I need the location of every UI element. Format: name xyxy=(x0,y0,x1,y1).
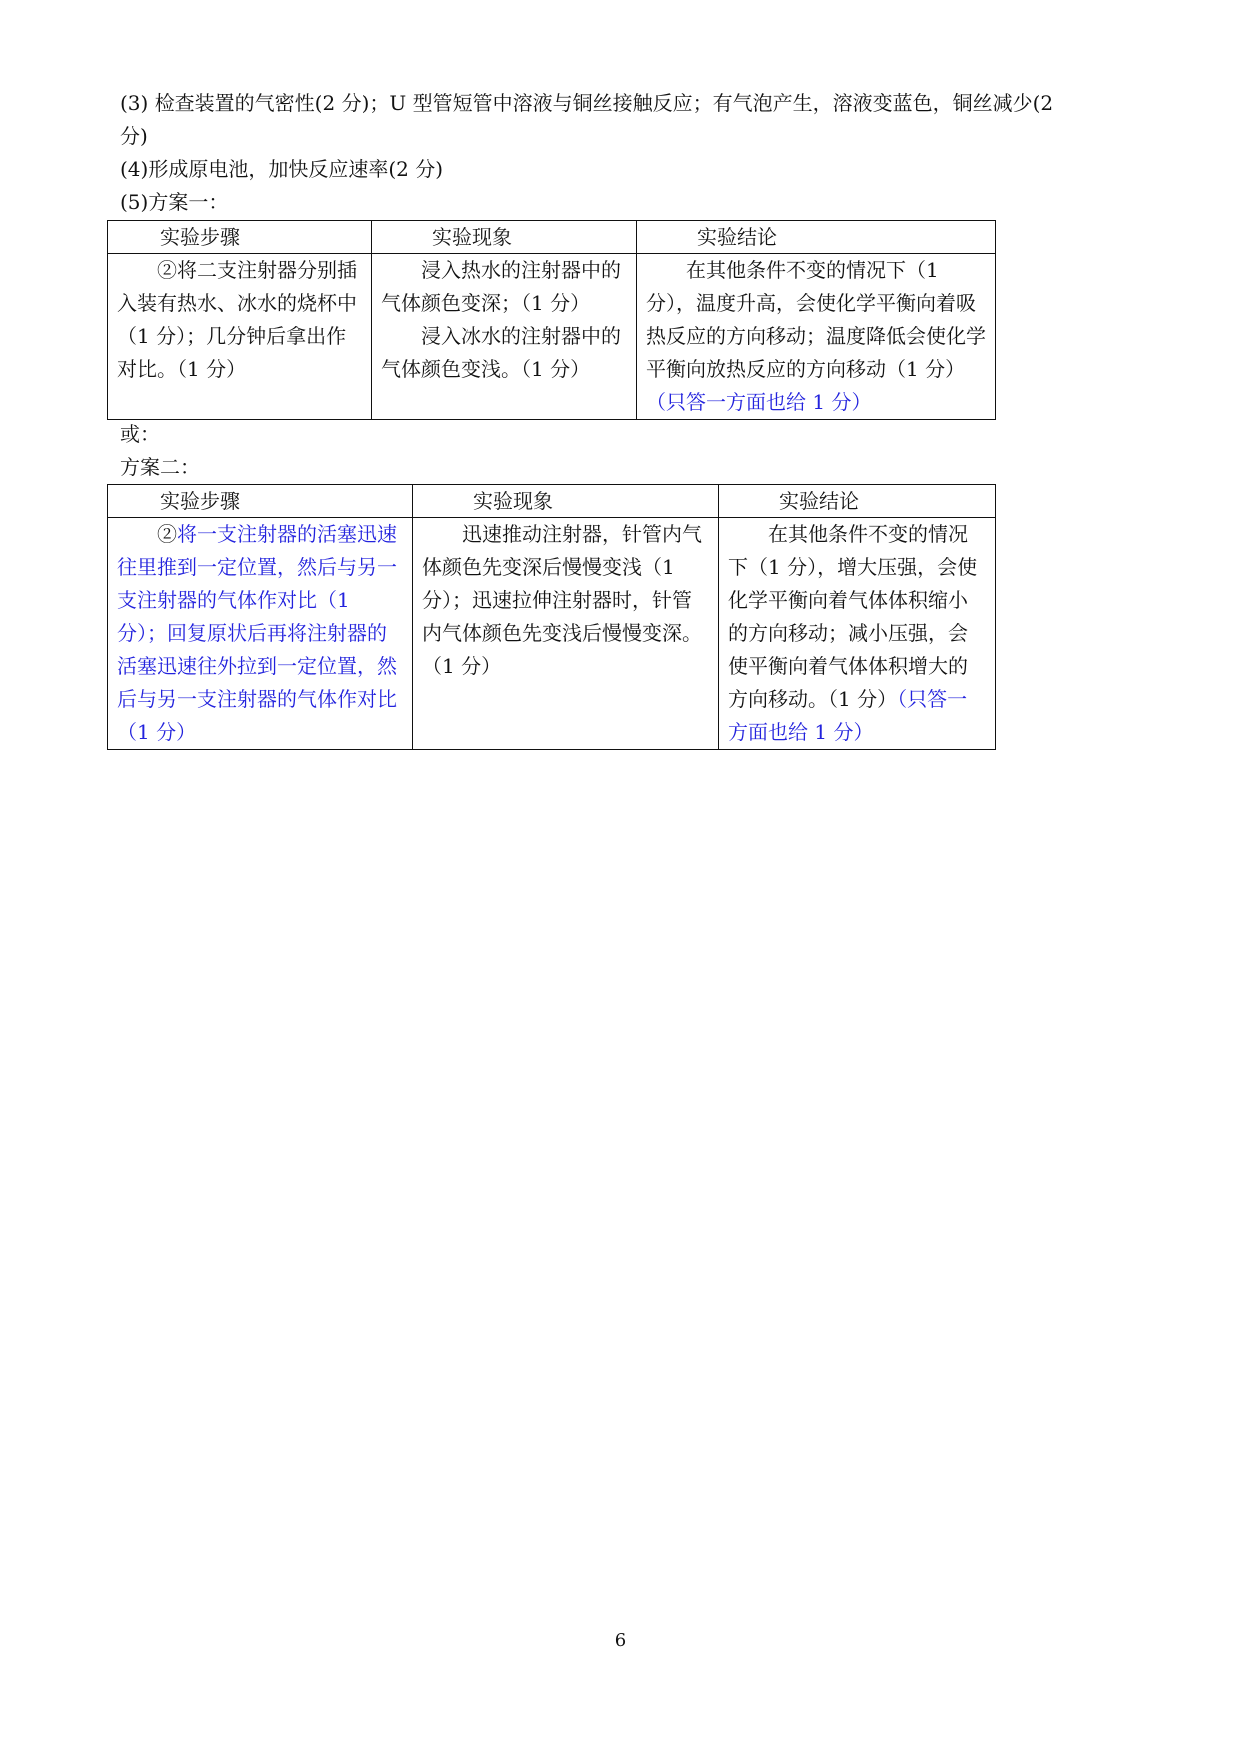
plan2-phenomenon-cell xyxy=(413,518,719,750)
plan1-phenomenon-cell xyxy=(372,254,637,420)
plan2-step-prefix: ② xyxy=(157,522,177,546)
page-number: 6 xyxy=(614,1630,627,1651)
plan1-table xyxy=(107,220,996,420)
plan2-header-row xyxy=(108,485,996,518)
plan1-step-cell xyxy=(108,254,372,420)
plan2-conclusion-cell xyxy=(719,518,996,750)
plan1-header-conclusion: 实验结论 xyxy=(637,221,996,254)
plan2-header-steps: 实验步骤 xyxy=(108,485,413,518)
plan1-conclusion-note: （只答一方面也给 1 分） xyxy=(646,390,872,414)
plan1-header-steps: 实验步骤 xyxy=(108,221,372,254)
plan2-label: 方案二： xyxy=(120,455,200,479)
plan1-conclusion-text xyxy=(646,254,986,419)
answer-q3-line1: (3) 检查装置的气密性(2 分)；U 型管短管中溶液与铜丝接触反应；有气泡产生，溶液变蓝色，铜丝减少(2 xyxy=(120,91,1054,115)
plan2-body-row xyxy=(108,518,996,750)
plan1-label: (5)方案一： xyxy=(120,190,229,214)
plan1-phenomenon-cold: 浸入冰水的注射器中的气体颜色变浅。（1 分） xyxy=(381,324,621,381)
plan2-phenomenon-text: 迅速推动注射器，针管内气体颜色先变深后慢慢变浅（1 分）；迅速拉伸注射器时，针管内气体颜色先变浅后慢慢变深。（1 分） xyxy=(422,522,702,678)
plan1-header-phenomenon: 实验现象 xyxy=(372,221,637,254)
plan2-step-main: 将一支注射器的活塞迅速往里推到一定位置，然后与另一支注射器的气体作对比（1 分）；回复原状后再将注射器的活塞迅速往外拉到一定位置，然后与另一支注射器的气体作对比（1 分） xyxy=(117,522,397,744)
plan2-conclusion-main: 在其他条件不变的情况下（1 分），增大压强，会使化学平衡向着气体体积缩小的方向移动；减小压强，会使平衡向着气体体积增大的方向移动。（1 分） xyxy=(728,522,978,711)
plan2-header-phenomenon: 实验现象 xyxy=(413,485,719,518)
answer-q4: (4)形成原电池，加快反应速率(2 分) xyxy=(120,157,444,181)
plan1-body-row xyxy=(108,254,996,420)
plan1-phenomenon-hot: 浸入热水的注射器中的气体颜色变深；（1 分） xyxy=(381,258,621,315)
plan2-table xyxy=(107,484,996,750)
plan2-conclusion-text xyxy=(728,518,986,749)
plan1-conclusion-cell xyxy=(637,254,996,420)
plan2-header-conclusion: 实验结论 xyxy=(719,485,996,518)
plan2-step-cell xyxy=(108,518,413,750)
or-label: 或： xyxy=(120,422,160,446)
plan2-step-text xyxy=(117,518,403,749)
plan2-conclusion-note: （只答一方面也给 1 分） xyxy=(728,687,968,744)
answer-q3-line2: 分) xyxy=(120,124,148,148)
plan1-conclusion-main: 在其他条件不变的情况下（1 分），温度升高，会使化学平衡向着吸热反应的方向移动；温度降低会使化学平衡向放热反应的方向移动（1 分） xyxy=(646,258,986,381)
plan1-step-text: ②将二支注射器分别插入装有热水、冰水的烧杯中（1 分）；几分钟后拿出作对比。（1 分） xyxy=(117,258,357,381)
plan1-header-row xyxy=(108,221,996,254)
